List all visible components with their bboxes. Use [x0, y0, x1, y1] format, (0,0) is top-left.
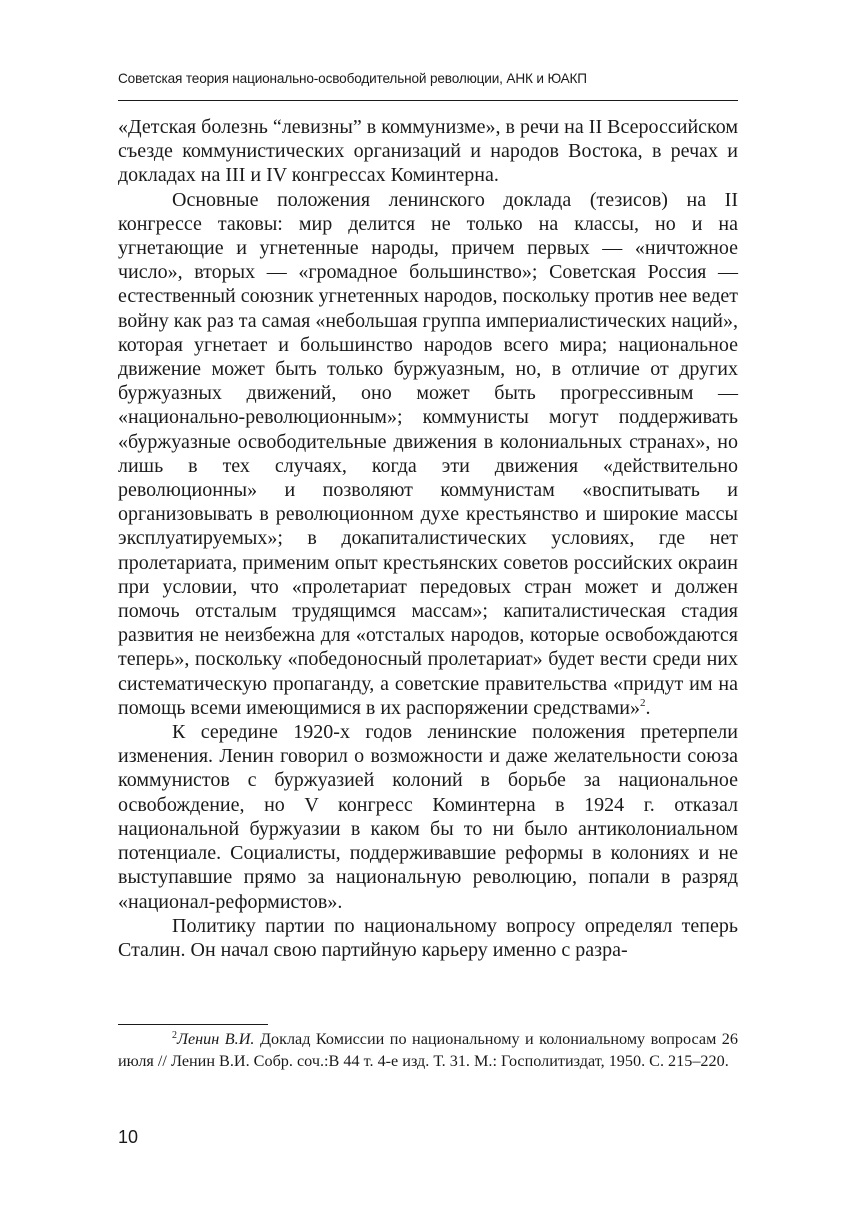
paragraph-text: «Детская болезнь “левизны” в коммунизме», в речи на II Всероссийском съезде коммунистических организаций и народов Востока, в речах и докладах на III и IV конгрессах Коминтерна. — [118, 116, 738, 187]
paragraph-text: К середине 1920-х годов ленинские положения претерпели изменения. Ленин говорил о возможности и даже желательности союза коммунистов с буржуазией колоний в борьбе за национальное освобождение, но V конгресс Коминтерна в 1924 г. отказал национальной буржуазии в каком бы то ни было антиколониальном потенциале. Социалисты, поддерживавшие реформы в колониях и не выступавшие прямо за национальную революцию, попали в разряд «национал-реформистов». — [118, 721, 738, 913]
paragraph-end-punct: . — [645, 696, 651, 719]
paragraph-lenin-theses — [118, 188, 738, 720]
footnote-reference[interactable]: 2 — [639, 696, 646, 709]
paragraph-text: Политику партии по национальному вопросу определял теперь Сталин. Он начал свою партийную карьеру именно с разра- — [118, 914, 738, 961]
footnote-text: Доклад Комиссии по национальному и колониальному вопросам 26 июля // Ленин В.И. Собр. соч.:В 44 т. 4-е изд. Т. 31. М.: Госполитиздат, 1950. С. 215–220. — [118, 1030, 738, 1070]
footnote-rule — [118, 1024, 268, 1025]
footnote — [118, 1029, 738, 1072]
header-rule — [118, 100, 738, 101]
page-number: 10 — [118, 1127, 139, 1147]
footnote-author: Ленин В.И. — [177, 1030, 255, 1048]
paragraph-stalin — [118, 914, 738, 962]
paragraph-1920s — [118, 720, 738, 914]
footnote-number: 2 — [172, 1030, 177, 1041]
main-text — [118, 115, 738, 962]
paragraph-text: Основные положения ленинского доклада (тезисов) на II конгрессе таковы: мир делится не только на классы, но и на угнетающие и угнетенные народы, причем первых — «ничтожное число», вторых — «громадное большинство»; Советская Россия — естественный союзник угнетенных народов, поскольку против нее ведет войну как раз та самая «небольшая группа империалистических наций», которая угнетает и большинство народов всего мира; национальное движение может быть только буржуазным, но, в отличие от других буржуазных движений, оно может быть прогрессивным — «национально-революционным»; коммунисты могут поддерживать «буржуазные освободительные движения в колониальных странах», но лишь в тех случаях, когда эти движения «действительно революционны» и позволяют коммунистам «воспитывать и организовывать в революционном духе крестьянство и широкие массы эксплуатируемых»; в докапиталистических условиях, где нет пролетариата, применим опыт крестьянских советов российских окраин при условии, что «пролетариат передовых стран может и должен помочь отсталым трудящимся массам»; капиталистическая стадия развития не неизбежна для «отсталых народов, которые освобождаются теперь», поскольку «победоносный пролетариат» будет вести среди них систематическую пропаганду, а советские правительства «придут им на помощь всеми имеющимися в их распоряжении средствами» — [118, 188, 739, 719]
running-header: Советская теория национально-освободительной революции, АНК и ЮАКП — [118, 71, 587, 86]
paragraph-continuation — [118, 115, 738, 188]
